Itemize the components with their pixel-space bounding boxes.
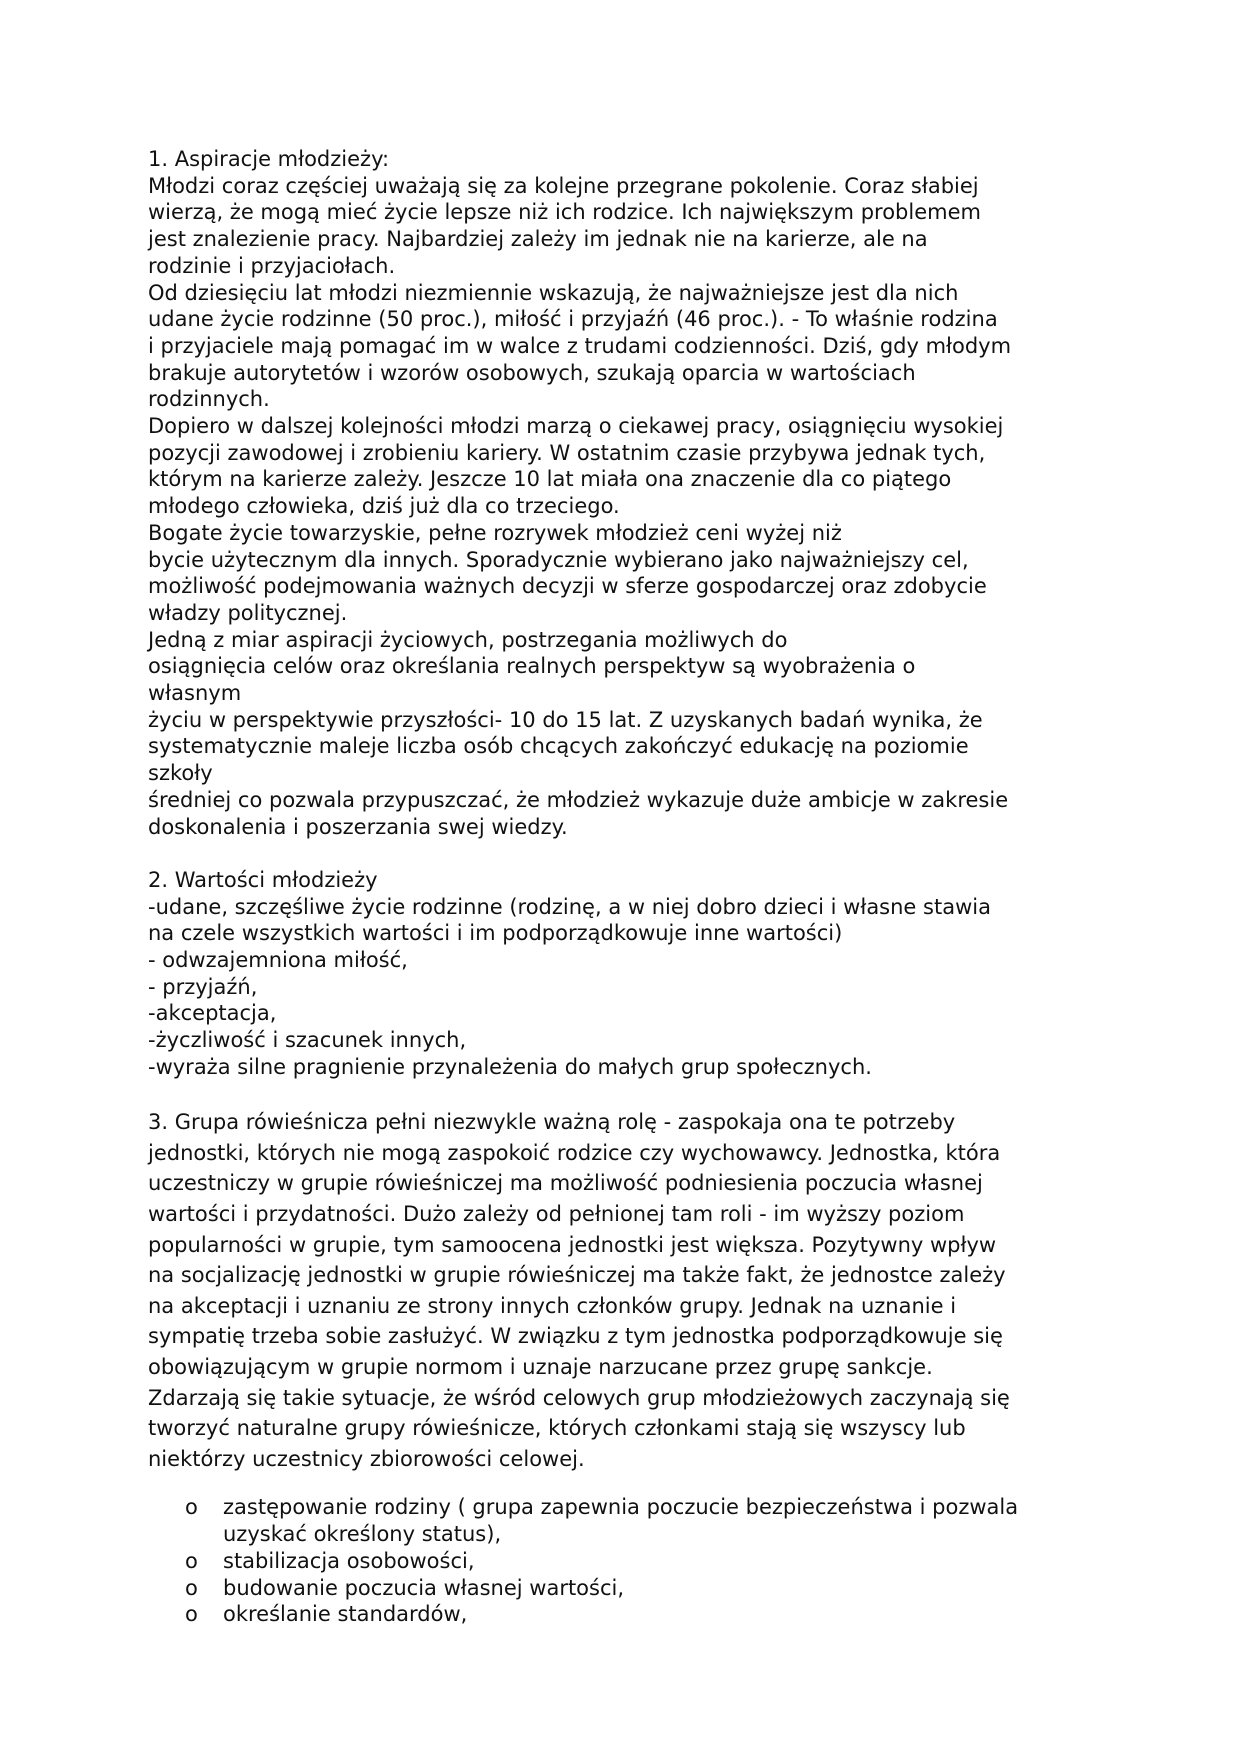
list-item-text: określanie standardów, bbox=[223, 1602, 468, 1627]
list-item: - przyjaźń, bbox=[148, 974, 258, 999]
paragraph: Jedną z miar aspiracji życiowych, postrzegania możliwych do osiągnięcia celów oraz określania realnych perspektyw są wyobrażenia o własnym życiu w perspektywie przyszłości- 10 do 15 lat. Z uzyskanych badań wynika, że systematycznie maleje liczba osób chcących zakończyć edukację na poziomie szkoły średniej co pozwala przypuszczać, że młodzież wykazuje duże ambicje w zakresie doskonalenia i poszerzania swej wiedzy. bbox=[148, 627, 1009, 839]
section-heading: 1. Aspiracje młodzieży: bbox=[148, 147, 390, 171]
bullet-list bbox=[148, 1494, 1098, 1628]
section-heading: 2. Wartości młodzieży bbox=[148, 867, 378, 892]
list-item: -udane, szczęśliwe życie rodzinne (rodzinę, a w niej dobro dzieci i własne stawia na czele wszystkich wartości i im podporządkowuje inne wartości) bbox=[148, 894, 991, 946]
spacer bbox=[148, 1474, 1098, 1494]
paragraph: Bogate życie towarzyskie, pełne rozrywek młodzież ceni wyżej niż bycie użytecznym dla innych. Sporadycznie wybierano jako najważniejszy cel, możliwość podejmowania ważnych decyzji w sferze gospodarczej oraz zdobycie władzy politycznej. bbox=[148, 520, 987, 625]
list-item bbox=[148, 1548, 1098, 1575]
list-item: -akceptacja, bbox=[148, 1001, 277, 1026]
list-item bbox=[148, 1575, 1098, 1602]
paragraph: Od dziesięciu lat młodzi niezmiennie wskazują, że najważniejsze jest dla nich udane życie rodzinne (50 proc.), miłość i przyjaźń (46 proc.). - To właśnie rodzina i przyjaciele mają pomagać im w walce z trudami codzienności. Dziś, gdy młodym brakuje autorytetów i wzorów osobowych, szukają oparcia w wartościach rodzinnych. bbox=[148, 280, 1012, 412]
bullet-marker: o bbox=[185, 1548, 198, 1573]
list-item bbox=[148, 1494, 1098, 1547]
bullet-marker: o bbox=[185, 1495, 198, 1520]
list-item: - odwzajemniona miłość, bbox=[148, 948, 408, 973]
section-values bbox=[148, 867, 1098, 1081]
list-item: -życzliwość i szacunek innych, bbox=[148, 1028, 467, 1053]
section-peer-group bbox=[148, 1107, 1098, 1474]
list-item-text: zastępowanie rodziny ( grupa zapewnia poczucie bezpieczeństwa i pozwala uzyskać określony status), bbox=[223, 1495, 1019, 1547]
section-aspirations bbox=[148, 146, 1098, 840]
spacer bbox=[148, 840, 1098, 867]
list-item bbox=[148, 1601, 1098, 1628]
paragraph: 3. Grupa rówieśnicza pełni niezwykle ważną rolę - zaspokaja ona te potrzeby jednostki, których nie mogą zaspokoić rodzice czy wychowawcy. Jednostka, która uczestniczy w grupie rówieśniczej ma możliwość podniesienia poczucia własnej wartości i przydatności. Dużo zależy od pełnionej tam roli - im wyższy poziom popularności w grupie, tym samoocena jednostki jest większa. Pozytywny wpływ na socjalizację jednostki w grupie rówieśniczej ma także fakt, że jednostce zależy na akceptacji i uznaniu ze strony innych członków grupy. Jednak na uznanie i sympatię trzeba sobie zasłużyć. W związku z tym jednostka podporządkowuje się obowiązującym w grupie normom i uznaje narzucane przez grupę sankcje. Zdarzają się takie sytuacje, że wśród celowych grup młodzieżowych zaczynają się tworzyć naturalne grupy rówieśnicze, których członkami stają się wszyscy lub niektórzy uczestnicy zbiorowości celowej. bbox=[148, 1110, 1010, 1471]
paragraph: Młodzi coraz częściej uważają się za kolejne przegrane pokolenie. Coraz słabiej wierzą, że mogą mieć życie lepsze niż ich rodzice. Ich największym problemem jest znalezienie pracy. Najbardziej zależy im jednak nie na karierze, ale na rodzinie i przyjaciołach. bbox=[148, 173, 981, 278]
spacer bbox=[148, 1081, 1098, 1108]
list-item-text: stabilizacja osobowości, bbox=[223, 1548, 475, 1573]
bullet-marker: o bbox=[185, 1575, 198, 1600]
list-item: -wyraża silne pragnienie przynależenia do małych grup społecznych. bbox=[148, 1054, 872, 1079]
paragraph: Dopiero w dalszej kolejności młodzi marzą o ciekawej pracy, osiągnięciu wysokiej pozycji zawodowej i zrobieniu kariery. W ostatnim czasie przybywa jednak tych, którym na karierze zależy. Jeszcze 10 lat miała ona znaczenie dla co piątego młodego człowieka, dziś już dla co trzeciego. bbox=[148, 414, 1004, 519]
bullet-marker: o bbox=[185, 1602, 198, 1627]
document-body bbox=[148, 146, 1098, 1628]
list-item-text: budowanie poczucia własnej wartości, bbox=[223, 1575, 625, 1600]
